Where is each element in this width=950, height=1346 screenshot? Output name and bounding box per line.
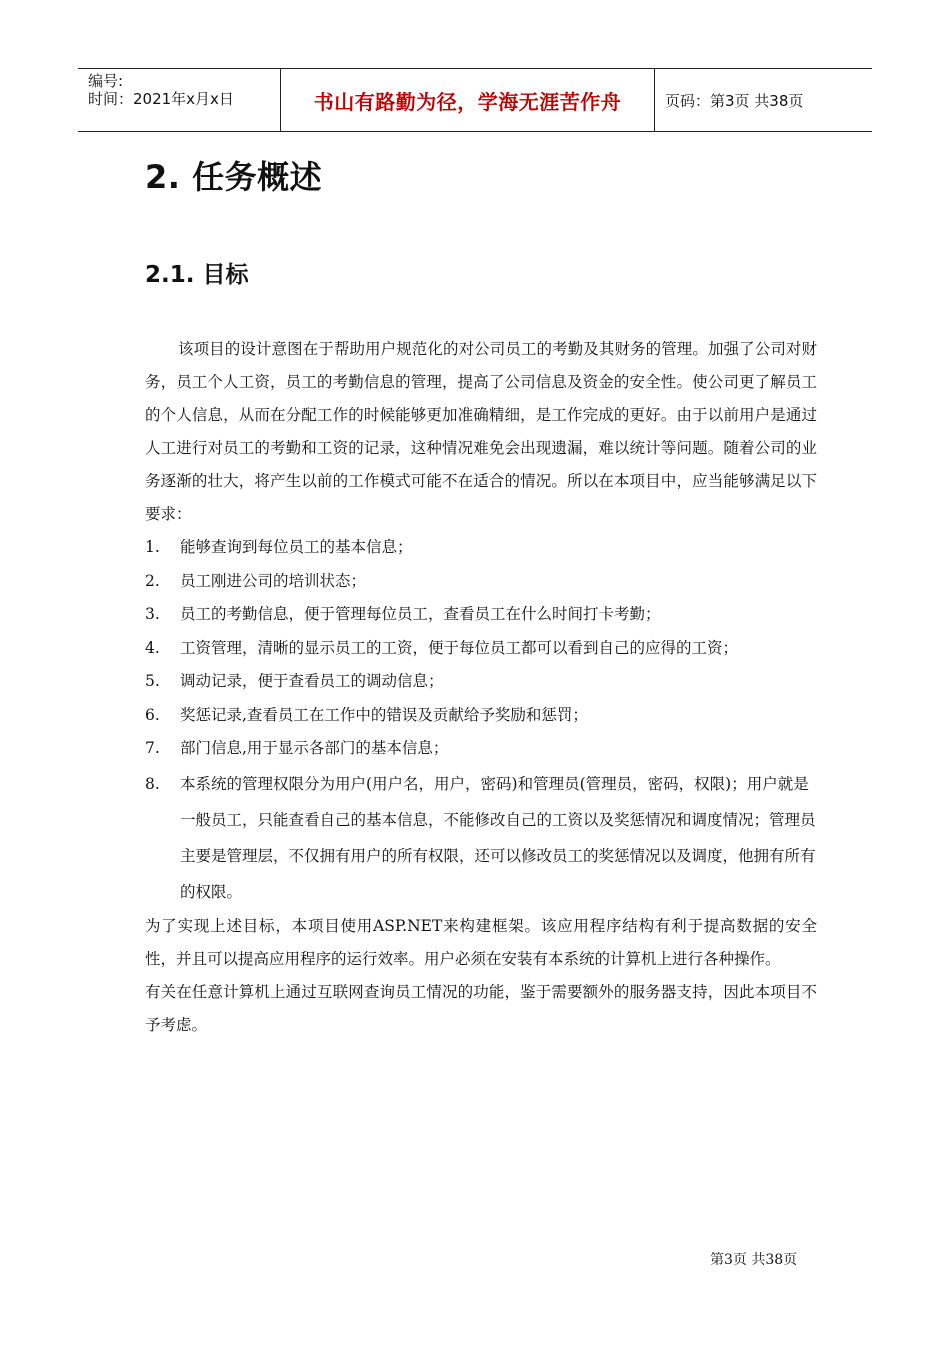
list-item-number: 8. [145, 774, 160, 793]
list-item-text: 奖惩记录,查看员工在工作中的错误及贡献给予奖励和惩罚； [180, 705, 588, 724]
list-item-number: 6. [145, 705, 160, 724]
list-item-number: 5. [145, 672, 160, 690]
document-body [145, 333, 817, 1042]
intro-paragraph: 该项目的设计意图在于帮助用户规范化的对公司员工的考勤及其财务的管理。加强了公司对财务，员工个人工资，员工的考勤信息的管理，提高了公司信息及资金的安全性。使公司更了解员工的个人信息，从而在分配工作的时候能够更加准确精细，是工作完成的更好。由于以前用户是通过人工进行对员工的考勤和工资的记录，这种情况难免会出现遗漏，难以统计等问题。随着公司的业务逐渐的壮大，将产生以前的工作模式可能不在适合的情况。所以在本项目中，应当能够满足以下要求： [145, 340, 817, 523]
footer-page-number: 第3页 共38页 [710, 1252, 798, 1268]
subsection-title: 2.1. 目标 [145, 262, 249, 288]
page-header [78, 68, 872, 132]
list-item-number: 4. [145, 638, 160, 657]
list-item-text: 能够查询到每位员工的基本信息； [180, 538, 413, 556]
list-item-number: 3. [145, 605, 160, 623]
list-item-text: 部门信息,用于显示各部门的基本信息； [180, 739, 449, 757]
list-item [145, 531, 817, 565]
header-motto: 书山有路勤为径，学海无涯苦作舟 [281, 69, 655, 131]
list-item-text: 工资管理，清晰的显示员工的工资，便于每位员工都可以看到自己的应得的工资； [180, 638, 739, 657]
list-item [145, 565, 817, 599]
list-item-text: 本系统的管理权限分为用户(用户名，用户，密码)和管理员(管理员，密码，权限)；用户就是一般员工，只能查看自己的基本信息，不能修改自己的工资以及奖惩情况和调度情况；管理员主要是管理层，不仅拥有用户的所有权限，还可以修改员工的奖惩情况以及调度，他拥有所有的权限。 [180, 774, 816, 901]
requirements-list [145, 531, 817, 910]
header-meta-cell [78, 69, 281, 131]
list-item [145, 598, 817, 632]
list-item-number: 1. [145, 538, 160, 556]
section-title: 2. 任务概述 [145, 158, 323, 196]
serial-label: 编号: [88, 72, 124, 90]
list-item-text: 员工刚进公司的培训状态； [180, 571, 367, 590]
list-item-number: 2. [145, 571, 160, 590]
date-label: 时间：2021年x月x日 [88, 90, 234, 108]
list-item [145, 632, 817, 666]
list-item [145, 665, 817, 699]
list-item-number: 7. [145, 739, 160, 757]
list-item-text: 员工的考勤信息，便于管理每位员工，查看员工在什么时间打卡考勤； [180, 605, 661, 623]
list-item [145, 766, 817, 910]
list-item [145, 699, 817, 733]
header-page-number: 页码：第3页 共38页 [665, 91, 804, 110]
scope-paragraph: 有关在任意计算机上通过互联网查询员工情况的功能，鉴于需要额外的服务器支持，因此本项目不予考虑。 [145, 982, 817, 1034]
list-item [145, 732, 817, 766]
list-item-text: 调动记录，便于查看员工的调动信息； [180, 672, 444, 690]
framework-paragraph: 为了实现上述目标，本项目使用ASP.NET来构建框架。该应用程序结构有利于提高数据的安全性，并且可以提高应用程序的运行效率。用户必须在安装有本系统的计算机上进行各种操作。 [145, 916, 817, 968]
